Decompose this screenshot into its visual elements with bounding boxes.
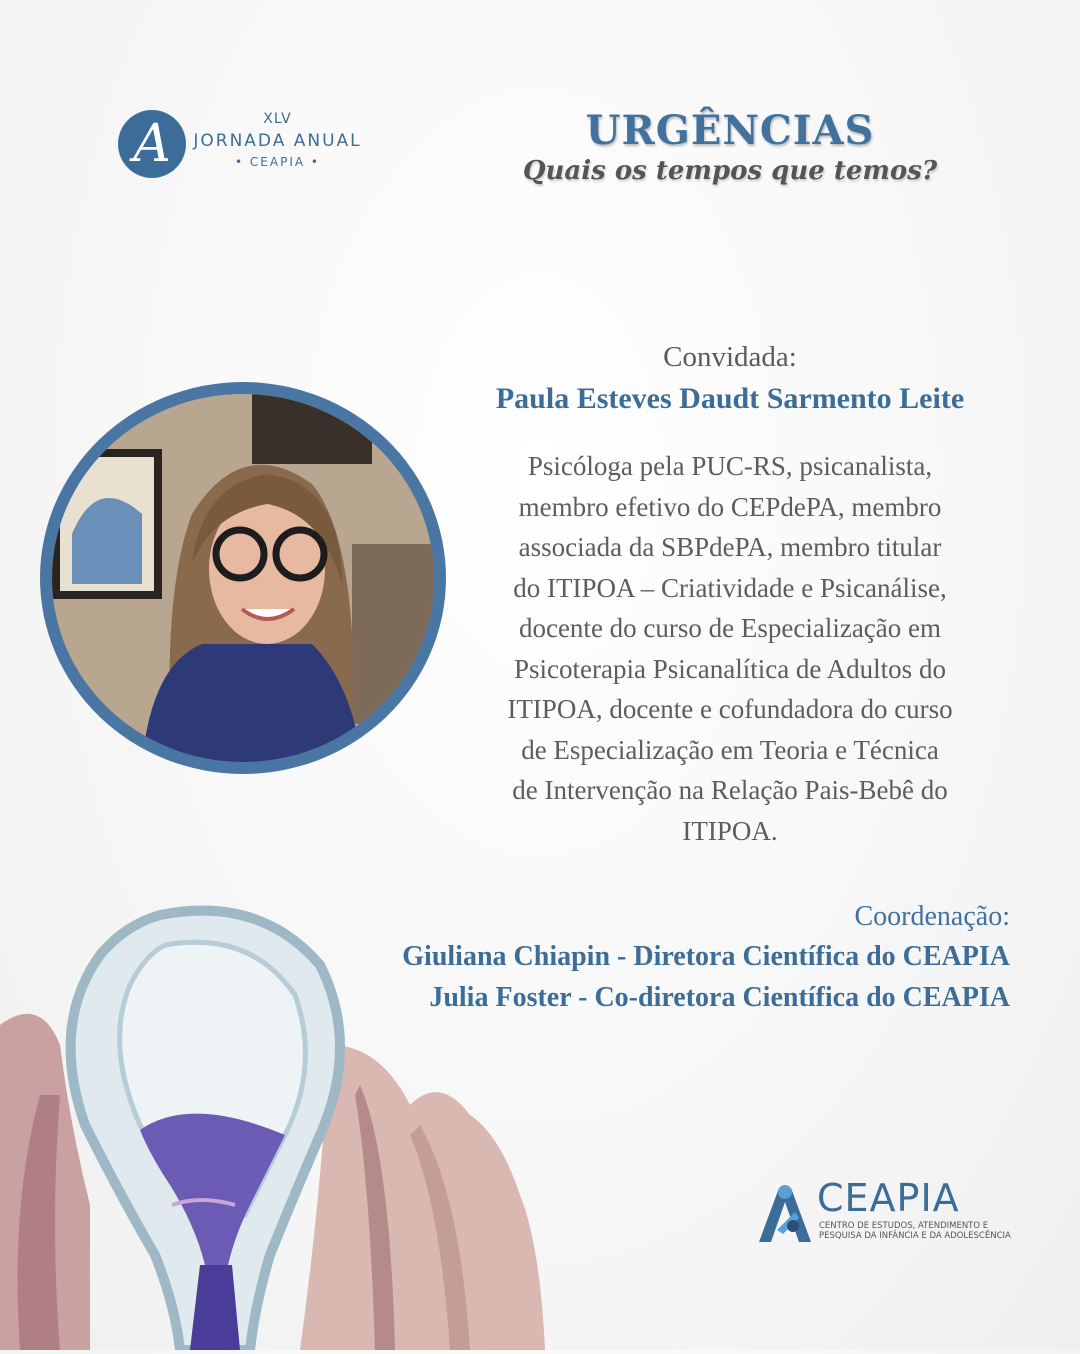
coordinator-name: Giuliana Chiapin - Diretora Científica do CEAPIA <box>402 941 1010 972</box>
guest-name: Paula Esteves Daudt Sarmento Leite <box>495 382 965 415</box>
jornada-edition: XLV <box>263 111 292 127</box>
ceapia-description: CENTRO DE ESTUDOS, ATENDIMENTO E <box>819 1221 989 1231</box>
bio-line: de Intervenção na Relação Pais-Bebê do <box>512 775 948 805</box>
guest-portrait-photo <box>52 394 434 762</box>
jornada-emblem-letter: A <box>133 114 171 174</box>
bio-line: docente do curso de Especialização em <box>518 613 942 643</box>
bio-line: Psicóloga pela PUC-RS, psicanalista, <box>527 451 933 481</box>
ceapia-emblem-icon <box>755 1182 815 1244</box>
jornada-logo <box>118 110 368 185</box>
coordination-label: Coordenação: <box>854 901 1010 932</box>
bio-line: associada da SBPdePA, membro titular <box>518 532 942 562</box>
guest-header <box>400 335 1060 419</box>
ceapia-description: PESQUISA DA INFÂNCIA E DA ADOLESCÊNCIA <box>819 1231 1011 1241</box>
bio-line: de Especialização em Teoria e Técnica <box>521 734 939 765</box>
event-title: URGÊNCIAS <box>585 107 875 154</box>
jornada-title: JORNADA ANUAL <box>193 131 362 151</box>
jornada-emblem <box>118 110 186 178</box>
event-title-block <box>420 108 1040 188</box>
portrait-illustration <box>52 394 434 762</box>
guest-label: Convidada: <box>663 341 797 373</box>
ceapia-wordmark: CEAPIA <box>817 1176 960 1220</box>
event-subtitle: Quais os tempos que temos? <box>522 156 938 186</box>
bio-line: ITIPOA, docente e cofundadora do curso <box>507 694 953 724</box>
coordinator-name: Julia Foster - Co-diretora Científica do CEAPIA <box>429 982 1010 1013</box>
guest-bio <box>455 446 1005 851</box>
bio-line: Psicoterapia Psicanalítica de Adultos do <box>514 653 946 684</box>
ceapia-logo <box>755 1176 1011 1244</box>
jornada-org: • CEAPIA • <box>235 155 320 169</box>
bio-line: do ITIPOA – Criatividade e Psicanálise, <box>513 572 947 603</box>
bio-line: membro efetivo do CEPdePA, membro <box>518 491 942 522</box>
coordination-block <box>300 898 1010 1018</box>
guest-portrait-frame <box>40 382 446 774</box>
jornada-wordmark <box>190 110 365 170</box>
bio-line: ITIPOA. <box>682 815 778 846</box>
